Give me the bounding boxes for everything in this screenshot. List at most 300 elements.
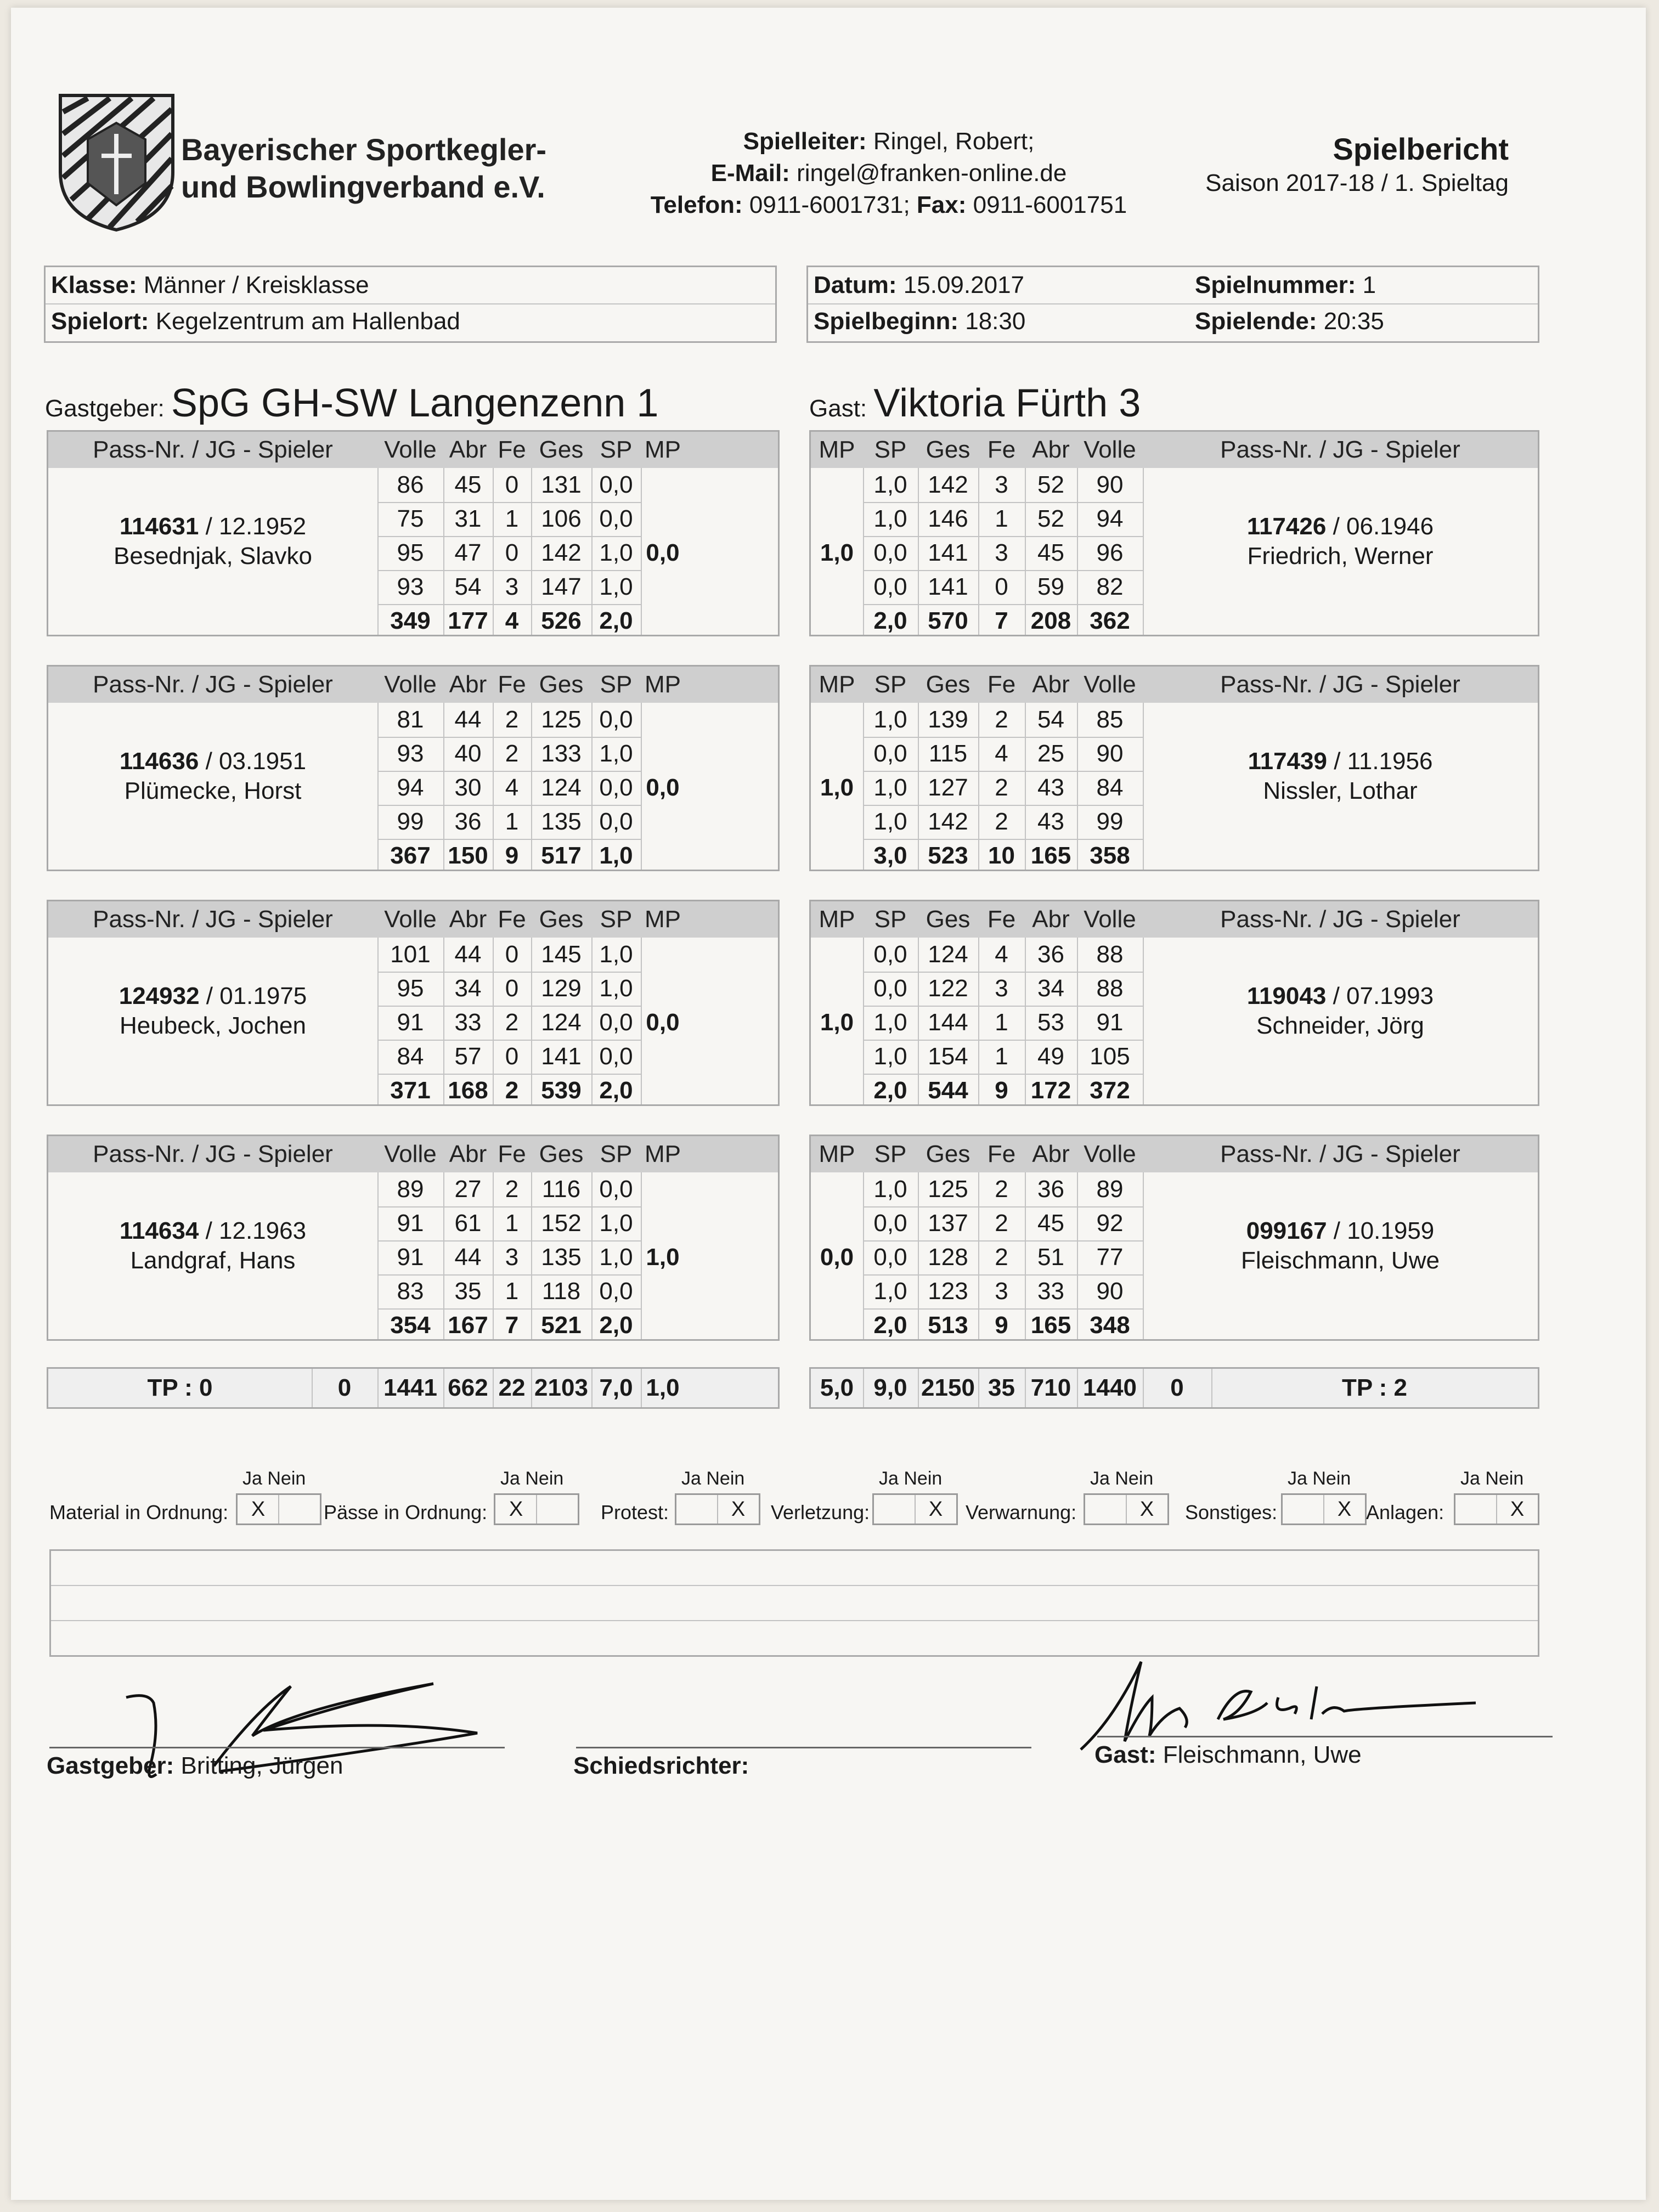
score-cell: 88	[1096, 941, 1124, 968]
total-cell: 2,0	[873, 1077, 907, 1104]
score-cell: 0,0	[599, 774, 633, 801]
guest-player-table-3	[809, 900, 1539, 1106]
home-sig-name: Britting, Jürgen	[180, 1752, 343, 1779]
player-name: Nissler, Lothar	[1263, 777, 1418, 804]
guest-player-table-4	[809, 1135, 1539, 1341]
nummer-value: 1	[1362, 272, 1376, 298]
column-header: Pass-Nr. / JG - Spieler	[93, 436, 333, 463]
column-header: SP	[874, 1141, 907, 1167]
home-player-table-1	[47, 430, 780, 636]
score-cell: 35	[454, 1278, 482, 1305]
column-header: MP	[645, 1141, 681, 1167]
column-header: SP	[874, 436, 907, 463]
column-header: Abr	[449, 906, 487, 933]
yes-no-checkbox[interactable]	[236, 1493, 321, 1525]
season-label: Saison 2017-18 / 1. Spieltag	[1205, 170, 1509, 196]
grand-total-cell: 1440	[1083, 1374, 1137, 1401]
tel-value: 0911-6001731;	[749, 191, 910, 218]
column-header: Abr	[1032, 1141, 1070, 1167]
total-cell: 372	[1090, 1077, 1130, 1104]
match-points: 0,0	[646, 774, 680, 801]
grand-total-cell: 35	[988, 1374, 1015, 1401]
pass-number: 119043	[1246, 983, 1327, 1009]
yes-no-checkbox[interactable]	[1084, 1493, 1169, 1525]
score-cell: 2	[995, 1210, 1008, 1237]
score-cell: 124	[541, 774, 582, 801]
score-cell: 53	[1037, 1009, 1064, 1036]
total-cell: 2,0	[599, 607, 633, 634]
column-header: Ges	[926, 1141, 970, 1167]
total-cell: 348	[1090, 1312, 1130, 1339]
ja-nein-caption: Ja Nein	[1460, 1468, 1524, 1489]
birth-date: / 06.1946	[1333, 513, 1434, 540]
nummer-label: Spielnummer:	[1195, 272, 1356, 298]
grand-total-cell: 1441	[383, 1374, 437, 1401]
column-header: MP	[819, 671, 855, 698]
beginn-label: Spielbeginn:	[814, 308, 958, 335]
home-totals-row	[47, 1367, 780, 1409]
score-cell: 106	[541, 505, 582, 532]
score-cell: 91	[397, 1244, 424, 1271]
score-cell: 141	[928, 539, 968, 566]
score-cell: 92	[1096, 1210, 1124, 1237]
column-header: Pass-Nr. / JG - Spieler	[1220, 436, 1460, 463]
score-cell: 90	[1096, 1278, 1124, 1305]
leiter-value: Ringel, Robert;	[873, 128, 1035, 155]
ende-value: 20:35	[1323, 308, 1384, 335]
player-name: Landgraf, Hans	[130, 1247, 296, 1274]
score-cell: 0,0	[599, 808, 633, 835]
score-cell: 40	[454, 740, 482, 767]
home-player-table-2	[47, 665, 780, 871]
score-cell: 131	[541, 471, 582, 498]
score-cell: 1,0	[599, 539, 633, 566]
home-signature-caption	[47, 1752, 343, 1780]
score-cell: 2	[505, 740, 519, 767]
column-header: Ges	[926, 671, 970, 698]
score-cell: 1	[995, 1043, 1008, 1070]
column-header: Pass-Nr. / JG - Spieler	[1220, 1141, 1460, 1167]
guest-player-table-1	[809, 430, 1539, 636]
guest-team-name: Viktoria Fürth 3	[873, 381, 1141, 425]
column-header: SP	[600, 671, 633, 698]
ja-nein-caption: Ja Nein	[1288, 1468, 1351, 1489]
score-cell: 99	[1096, 808, 1124, 835]
no-mark: X	[928, 1498, 943, 1521]
column-header: Fe	[498, 436, 526, 463]
column-divider	[863, 1369, 864, 1407]
match-points: 0,0	[646, 1009, 680, 1036]
total-cell: 349	[390, 607, 431, 634]
score-cell: 54	[454, 573, 482, 600]
total-cell: 2,0	[599, 1312, 633, 1339]
score-cell: 36	[1037, 1176, 1064, 1203]
score-cell: 135	[541, 808, 582, 835]
score-cell: 133	[541, 740, 582, 767]
score-cell: 1,0	[873, 1043, 907, 1070]
check-label: Pässe in Ordnung:	[324, 1501, 488, 1523]
score-cell: 0	[505, 1043, 519, 1070]
column-divider	[641, 1369, 642, 1407]
column-divider	[531, 1369, 532, 1407]
column-header: Fe	[987, 1141, 1016, 1167]
grand-total-cell: 2103	[534, 1374, 588, 1401]
column-divider	[1077, 1369, 1078, 1407]
match-points: 0,0	[820, 1244, 854, 1271]
grand-total-cell: TP : 2	[1341, 1374, 1407, 1401]
pass-number: 099167	[1246, 1217, 1327, 1244]
score-cell: 2	[995, 774, 1008, 801]
player-pass-line	[1143, 981, 1538, 1011]
grand-total-cell: 7,0	[599, 1374, 633, 1401]
score-cell: 44	[454, 941, 482, 968]
referee-signature-line	[576, 1747, 1031, 1748]
score-cell: 77	[1096, 1244, 1124, 1271]
match-points: 1,0	[820, 539, 854, 566]
column-header: Volle	[1084, 906, 1136, 933]
column-header: Abr	[1032, 671, 1070, 698]
score-cell: 1,0	[599, 740, 633, 767]
birth-date: / 12.1952	[205, 513, 307, 540]
grand-total-cell: 5,0	[820, 1374, 854, 1401]
score-cell: 90	[1096, 471, 1124, 498]
column-header: Volle	[384, 906, 437, 933]
total-cell: 544	[928, 1077, 968, 1104]
check-label: Verwarnung:	[966, 1501, 1077, 1523]
match-points: 1,0	[646, 1244, 680, 1271]
total-cell: 167	[448, 1312, 488, 1339]
total-cell: 539	[541, 1077, 582, 1104]
report-sheet	[11, 8, 1646, 2200]
check-label: Sonstiges:	[1185, 1501, 1278, 1523]
total-cell: 521	[541, 1312, 582, 1339]
score-cell: 51	[1037, 1244, 1064, 1271]
score-cell: 0	[505, 975, 519, 1002]
home-sig-label: Gastgeber:	[47, 1752, 174, 1779]
score-cell: 0,0	[873, 539, 907, 566]
score-cell: 128	[928, 1244, 968, 1271]
score-cell: 44	[454, 706, 482, 733]
total-cell: 354	[390, 1312, 431, 1339]
score-cell: 30	[454, 774, 482, 801]
player-pass-line	[48, 747, 377, 776]
column-header: Pass-Nr. / JG - Spieler	[93, 671, 333, 698]
column-divider	[918, 1369, 919, 1407]
score-cell: 57	[454, 1043, 482, 1070]
score-cell: 141	[928, 573, 968, 600]
score-cell: 0,0	[599, 505, 633, 532]
score-cell: 145	[541, 941, 582, 968]
player-identity	[48, 1216, 377, 1276]
ende-label: Spielende:	[1195, 308, 1317, 335]
column-header: Ges	[926, 436, 970, 463]
grand-total-cell: 9,0	[873, 1374, 907, 1401]
yes-no-checkbox[interactable]	[494, 1493, 579, 1525]
score-cell: 89	[397, 1176, 424, 1203]
score-cell: 3	[995, 975, 1008, 1002]
column-header: Abr	[449, 671, 487, 698]
column-header: Fe	[987, 436, 1016, 463]
score-cell: 34	[454, 975, 482, 1002]
spielort-value: Kegelzentrum am Hallenbad	[155, 308, 460, 335]
score-cell: 0,0	[599, 471, 633, 498]
total-cell: 4	[505, 607, 519, 634]
total-cell: 177	[448, 607, 488, 634]
score-cell: 84	[397, 1043, 424, 1070]
score-cell: 115	[928, 740, 968, 767]
total-cell: 9	[505, 842, 519, 869]
score-cell: 1,0	[599, 1210, 633, 1237]
player-identity	[48, 512, 377, 571]
guest-player-table-2	[809, 665, 1539, 871]
player-pass-line	[1143, 512, 1538, 541]
grand-total-cell: 1,0	[646, 1374, 680, 1401]
column-header: Fe	[987, 671, 1016, 698]
fax-label: Fax:	[916, 191, 967, 218]
home-player-table-4	[47, 1135, 780, 1341]
score-cell: 27	[454, 1176, 482, 1203]
home-team-label: Gastgeber:	[45, 395, 165, 422]
total-cell: 3,0	[873, 842, 907, 869]
column-header: Pass-Nr. / JG - Spieler	[1220, 906, 1460, 933]
score-cell: 1,0	[873, 471, 907, 498]
score-cell: 88	[1096, 975, 1124, 1002]
total-cell: 523	[928, 842, 968, 869]
score-cell: 105	[1090, 1043, 1130, 1070]
score-cell: 125	[541, 706, 582, 733]
column-header: Volle	[384, 1141, 437, 1167]
pass-number: 114631	[119, 513, 199, 540]
score-cell: 124	[928, 941, 968, 968]
score-cell: 0	[505, 539, 519, 566]
score-cell: 83	[397, 1278, 424, 1305]
score-cell: 1,0	[873, 1176, 907, 1203]
klasse-label: Klasse:	[51, 272, 137, 298]
player-name: Fleischmann, Uwe	[1241, 1247, 1440, 1274]
column-header: SP	[874, 906, 907, 933]
score-cell: 36	[454, 808, 482, 835]
referee-sig-label: Schiedsrichter:	[573, 1752, 749, 1779]
score-cell: 146	[928, 505, 968, 532]
ja-nein-caption: Ja Nein	[681, 1468, 745, 1489]
datum-label: Datum:	[814, 272, 897, 298]
grand-total-cell: 0	[337, 1374, 352, 1401]
fax-value: 0911-6001751	[973, 191, 1127, 218]
score-cell: 142	[541, 539, 582, 566]
score-cell: 84	[1096, 774, 1124, 801]
yes-no-checkbox[interactable]	[675, 1493, 760, 1525]
pass-number: 114634	[119, 1217, 199, 1244]
column-header: SP	[600, 1141, 633, 1167]
player-identity	[48, 981, 377, 1041]
column-header: MP	[819, 436, 855, 463]
score-cell: 144	[928, 1009, 968, 1036]
column-header: Abr	[449, 436, 487, 463]
player-name: Heubeck, Jochen	[120, 1012, 306, 1039]
total-cell: 2,0	[873, 1312, 907, 1339]
score-cell: 1	[505, 1278, 519, 1305]
score-cell: 0	[505, 471, 519, 498]
score-cell: 3	[995, 1278, 1008, 1305]
score-cell: 0,0	[599, 1278, 633, 1305]
score-cell: 2	[995, 1176, 1008, 1203]
total-cell: 2,0	[873, 607, 907, 634]
column-divider	[443, 1369, 444, 1407]
birth-date: / 07.1993	[1333, 983, 1434, 1009]
score-cell: 123	[928, 1278, 968, 1305]
yes-mark: X	[251, 1498, 266, 1521]
score-cell: 81	[397, 706, 424, 733]
match-points: 1,0	[820, 1009, 854, 1036]
column-divider	[1211, 1369, 1212, 1407]
score-cell: 0,0	[599, 1009, 633, 1036]
score-cell: 0,0	[873, 1244, 907, 1271]
score-cell: 0,0	[873, 941, 907, 968]
total-cell: 7	[505, 1312, 519, 1339]
total-cell: 9	[995, 1077, 1008, 1104]
yes-no-checkbox[interactable]	[872, 1493, 958, 1525]
column-divider	[312, 1369, 313, 1407]
yes-no-checkbox[interactable]	[1454, 1493, 1539, 1525]
match-points: 1,0	[820, 774, 854, 801]
total-cell: 172	[1030, 1077, 1071, 1104]
score-cell: 1,0	[873, 505, 907, 532]
total-cell: 517	[541, 842, 582, 869]
player-pass-line	[48, 1216, 377, 1246]
no-mark: X	[1510, 1498, 1525, 1521]
score-cell: 124	[541, 1009, 582, 1036]
score-cell: 2	[505, 1176, 519, 1203]
score-cell: 1,0	[873, 808, 907, 835]
guest-team-line	[809, 381, 1141, 426]
score-cell: 85	[1096, 706, 1124, 733]
score-cell: 59	[1037, 573, 1064, 600]
score-cell: 90	[1096, 740, 1124, 767]
player-pass-line	[1143, 1216, 1538, 1246]
score-cell: 3	[505, 1244, 519, 1271]
column-header: Fe	[987, 906, 1016, 933]
score-cell: 152	[541, 1210, 582, 1237]
score-cell: 95	[397, 975, 424, 1002]
pass-number: 114636	[119, 748, 199, 775]
player-pass-line	[1143, 747, 1538, 776]
beginn-value: 18:30	[965, 308, 1026, 335]
score-cell: 61	[454, 1210, 482, 1237]
column-header: Abr	[1032, 906, 1070, 933]
column-divider	[377, 1369, 379, 1407]
score-cell: 31	[454, 505, 482, 532]
score-cell: 1,0	[599, 573, 633, 600]
match-info-right	[806, 266, 1539, 343]
guest-team-label: Gast:	[809, 395, 867, 422]
score-cell: 139	[928, 706, 968, 733]
grand-total-cell: TP : 0	[147, 1374, 213, 1401]
score-cell: 0,0	[873, 975, 907, 1002]
score-cell: 33	[1037, 1278, 1064, 1305]
column-header: Ges	[539, 906, 584, 933]
column-header: MP	[819, 1141, 855, 1167]
column-header: Volle	[1084, 671, 1136, 698]
score-cell: 1,0	[873, 1009, 907, 1036]
column-divider	[493, 1369, 494, 1407]
total-cell: 9	[995, 1312, 1008, 1339]
player-identity	[1143, 747, 1538, 806]
total-cell: 168	[448, 1077, 488, 1104]
score-cell: 2	[505, 1009, 519, 1036]
player-name: Friedrich, Werner	[1247, 543, 1434, 569]
guest-signature-line	[1097, 1736, 1553, 1737]
total-cell: 526	[541, 607, 582, 634]
score-cell: 47	[454, 539, 482, 566]
score-cell: 49	[1037, 1043, 1064, 1070]
score-cell: 129	[541, 975, 582, 1002]
birth-date: / 11.1956	[1334, 748, 1433, 775]
score-cell: 122	[928, 975, 968, 1002]
score-cell: 91	[1096, 1009, 1124, 1036]
score-cell: 43	[1037, 808, 1064, 835]
total-cell: 150	[448, 842, 488, 869]
player-name: Schneider, Jörg	[1256, 1012, 1424, 1039]
column-header: Ges	[539, 671, 584, 698]
score-cell: 45	[1037, 1210, 1064, 1237]
score-cell: 118	[541, 1278, 581, 1305]
column-header: Pass-Nr. / JG - Spieler	[93, 906, 333, 933]
column-header: MP	[819, 906, 855, 933]
yes-no-checkbox[interactable]	[1281, 1493, 1367, 1525]
column-header: Abr	[1032, 436, 1070, 463]
score-cell: 93	[397, 740, 424, 767]
score-cell: 96	[1096, 539, 1124, 566]
home-team-name: SpG GH-SW Langenzenn 1	[171, 381, 659, 425]
guest-signature-caption	[1094, 1741, 1362, 1769]
player-name: Besednjak, Slavko	[114, 543, 312, 569]
total-cell: 513	[928, 1312, 968, 1339]
score-cell: 0,0	[599, 706, 633, 733]
score-cell: 86	[397, 471, 424, 498]
score-cell: 135	[541, 1244, 582, 1271]
score-cell: 142	[928, 471, 968, 498]
email-value: ringel@franken-online.de	[797, 160, 1067, 187]
score-cell: 2	[995, 808, 1008, 835]
column-header: SP	[600, 906, 633, 933]
score-cell: 0	[995, 573, 1008, 600]
ja-nein-caption: Ja Nein	[242, 1468, 306, 1489]
column-header: Fe	[498, 1141, 526, 1167]
column-header: Ges	[926, 906, 970, 933]
ja-nein-caption: Ja Nein	[500, 1468, 564, 1489]
pass-number: 117426	[1246, 513, 1327, 540]
score-cell: 0,0	[873, 740, 907, 767]
score-cell: 33	[454, 1009, 482, 1036]
score-cell: 93	[397, 573, 424, 600]
score-cell: 1	[995, 1009, 1008, 1036]
column-header: Fe	[498, 906, 526, 933]
total-cell: 165	[1030, 842, 1071, 869]
score-cell: 142	[928, 808, 968, 835]
score-cell: 0,0	[873, 1210, 907, 1237]
grand-total-cell: 662	[448, 1374, 488, 1401]
score-cell: 1,0	[599, 1244, 633, 1271]
home-player-table-3	[47, 900, 780, 1106]
guest-sig-name: Fleischmann, Uwe	[1163, 1741, 1362, 1768]
player-pass-line	[48, 512, 377, 541]
total-cell: 367	[390, 842, 431, 869]
ja-nein-caption: Ja Nein	[879, 1468, 943, 1489]
total-cell: 371	[390, 1077, 431, 1104]
score-cell: 99	[397, 808, 424, 835]
match-points: 0,0	[646, 539, 680, 566]
score-cell: 4	[995, 740, 1008, 767]
